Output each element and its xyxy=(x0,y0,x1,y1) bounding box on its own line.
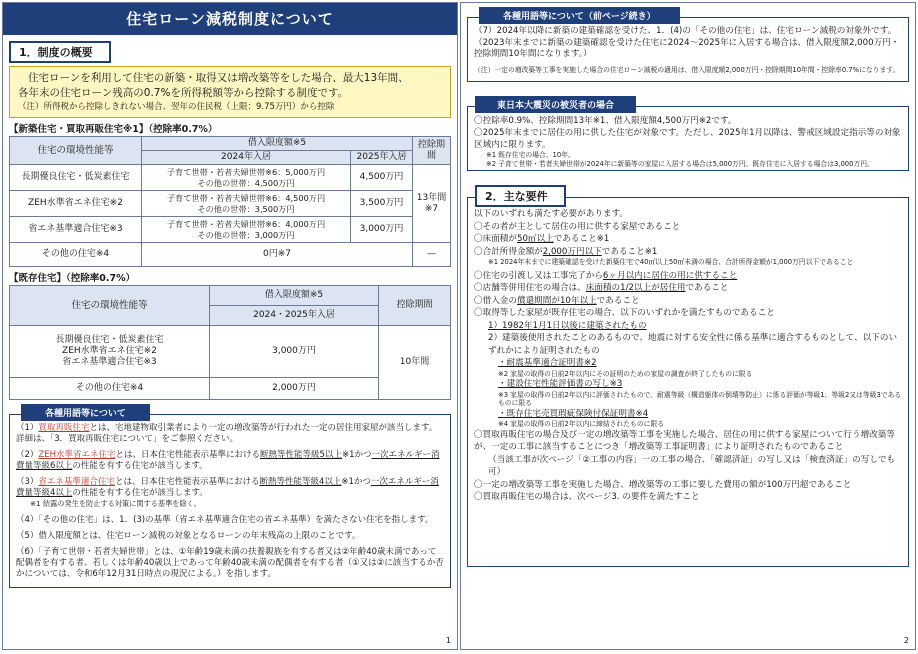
col-limit-header: 借入限度額※5 xyxy=(142,137,413,151)
req-7-2b-note: ※3 家屋の取得の日前2年以内に評価されたもので、耐震等級（構造躯体の倒壊等防止）に係る評価が等級1、等級2又は等級3であるものに限る xyxy=(498,390,902,407)
table-row xyxy=(10,243,451,267)
row-2025: 3,000万円 xyxy=(351,217,413,243)
limit-line: 子育て世帯・若者夫婦世帯※6：4,000万円 xyxy=(166,218,326,229)
row-name-line: 長期優良住宅・低炭素住宅 xyxy=(55,335,164,345)
new-housing-table xyxy=(9,136,451,267)
term-text: とは、宅地建物取引業者により一定の増改築等が行われた一定の居住用家屋が該当します。詳細は、「3．買取再販住宅について」をご参照ください。 xyxy=(16,423,438,444)
summary-line-1: 住宅ローンを利用して住宅の新築・取得又は増改築等をした場合、最大13年間、 xyxy=(28,72,409,84)
col-years-header: 2024・2025年入居 xyxy=(210,306,379,326)
req-2 xyxy=(474,233,902,246)
page-2 xyxy=(460,2,916,650)
req-8: 〇買取再販住宅の場合及び一定の増改築等工事を実施した場合、居住の用に供する家屋について行う増改築等が、一定の工事に該当することにつき「増改築等工事証明書」により証明されたものであること xyxy=(474,429,895,452)
table-row xyxy=(10,191,451,217)
req-emph: 2,000万円以下 xyxy=(542,246,602,257)
disaster-line-1: 〇控除率0.9%、控除期間13年※1、借入限度額4,500万円※2です。 xyxy=(474,116,737,126)
term-key: 省エネ基準適合住宅 xyxy=(38,477,115,487)
req-7-1: 1）1982年1月1日以後に建築されたもの xyxy=(488,320,647,331)
row-name xyxy=(10,326,210,378)
page-title: 住宅ローン減税制度について xyxy=(3,3,457,35)
table-2-caption: 【既存住宅】（控除率0.7%） xyxy=(9,273,136,284)
summary-box xyxy=(9,66,451,118)
req-text: 〇床面積が xyxy=(474,234,517,244)
row-name: 省エネ基準適合住宅※3 xyxy=(10,217,142,243)
req-3 xyxy=(474,246,902,259)
term-footnote: ※1 結露の発生を防止する対策に関する基準を除く。 xyxy=(30,499,201,508)
req-1: 〇その者が主として居住の用に供する家屋であること xyxy=(474,221,681,232)
col-limit-header: 借入限度額※5 xyxy=(210,286,379,306)
page-number: 1 xyxy=(445,636,451,645)
term-emph: 断熱等性能等級4以上 xyxy=(259,477,342,487)
row-period: 13年間※7 xyxy=(413,165,451,243)
existing-housing-table xyxy=(9,285,451,400)
term-text: ※1かつ xyxy=(341,477,371,487)
term-text: ※1かつ xyxy=(341,450,372,460)
req-7-2c-note: ※4 家屋の取得の日前2年以内に締結されたものに限る xyxy=(498,420,665,428)
row-name: 長期優良住宅・低炭素住宅 xyxy=(10,165,142,191)
row-limit xyxy=(142,165,351,191)
limit-line: その他の世帯：4,500万円 xyxy=(197,177,295,188)
req-7-2b: ・建設住宅性能評価書の写し※3 xyxy=(498,379,623,389)
term-num: （3） xyxy=(16,477,39,487)
req-6 xyxy=(474,295,902,308)
col-2024-header: 2024年入居 xyxy=(142,151,351,165)
terms2-box xyxy=(467,17,909,82)
term-text: の性能を有する住宅が該当します。 xyxy=(72,461,208,471)
row-limit xyxy=(142,191,351,217)
row-period: 10年間 xyxy=(379,326,451,400)
terms-heading: 各種用語等について xyxy=(21,404,150,421)
page-number: 2 xyxy=(903,636,909,645)
term-emph: 断熱等性能等級5以上 xyxy=(260,450,342,460)
term-2 xyxy=(16,450,444,472)
table-row xyxy=(10,165,451,191)
col-perf-header: 住宅の環境性能等 xyxy=(10,137,142,165)
limit-line: 子育て世帯・若者夫婦世帯※6：4,500万円 xyxy=(166,192,326,203)
term-text: とは、日本住宅性能表示基準における xyxy=(114,477,260,487)
row-period: — xyxy=(413,243,451,267)
terms2-heading-wrap xyxy=(467,7,909,22)
row-value: 2,000万円 xyxy=(210,378,379,400)
section-2-heading-wrap xyxy=(467,185,909,203)
section-2-heading: 2．主な要件 xyxy=(475,185,566,207)
limit-line: 子育て世帯・若者夫婦世帯※6：5,000万円 xyxy=(166,166,326,177)
req-text: であること xyxy=(685,283,729,293)
term-6: （6）「子育て世帯・若者夫婦世帯」とは、①年齢19歳未満の扶養親族を有する者又は②年齢40歳未満であって配偶者を有する者、若しくは年齢40歳以上であって年齢40歳未満の配偶者を有する者（①又は②に該当するか否かについては、令和6年12月31日時点の現況による。）を指します。 xyxy=(16,547,444,579)
term-emph: 一次エネルギー消費量等級6以上 xyxy=(16,450,440,471)
term-num: （2） xyxy=(16,450,39,460)
col-2025-header: 2025年入居 xyxy=(351,151,413,165)
term-7: （7）2024年以降に新築の建築確認を受けた、1．(4)の「その他の住宅」は、住宅ローン減税の対象外です。（2023年末までに新築の建築確認を受けた住宅に2024～2025年に入居する場合は、借入限度額2,000万円・控除期間10年間になります。） xyxy=(474,26,900,59)
table-row xyxy=(10,326,451,378)
row-value: 0円※7 xyxy=(142,243,413,267)
req-intro: 以下のいずれも満たす必要があります。 xyxy=(474,209,629,219)
term-text: の性能を有する住宅が該当します。 xyxy=(72,488,208,498)
term-emph: 一次エネルギー消費量等級4以上 xyxy=(16,477,439,498)
limit-line: その他の世帯：3,500万円 xyxy=(197,203,295,214)
col-period-header: 控除期間 xyxy=(379,286,451,326)
row-name: その他の住宅※4 xyxy=(10,243,142,267)
term-1 xyxy=(16,423,444,445)
disaster-note-2: ※2 子育て世帯・若者夫婦世帯が2024年に新築等の家屋に入居する場合は5,000万円、既存住宅に入居する場合は3,000万円。 xyxy=(486,159,874,168)
req-text: 〇住宅の引渡し又は工事完了から xyxy=(474,270,603,281)
limit-line: その他の世帯：3,000万円 xyxy=(197,229,295,240)
req-text: 〇店舗等併用住宅の場合は、 xyxy=(474,283,586,293)
req-text: であること xyxy=(596,295,640,306)
disaster-box xyxy=(467,106,909,171)
requirements-box xyxy=(467,197,909,567)
terms-heading-wrap xyxy=(9,404,451,419)
term-key: ZEH水準省エネ住宅 xyxy=(38,450,116,460)
req-9: 〇一定の増改築等工事を実施した場合、増改築等の工事に要した費用の額が100万円超であること xyxy=(474,479,852,490)
col-period-header: 控除期間 xyxy=(413,137,451,165)
req-text: 〇合計所得金額が xyxy=(474,246,543,257)
term-key: 買取再販住宅 xyxy=(38,423,90,433)
table-1-caption: 【新築住宅・買取再販住宅※1】（控除率0.7%） xyxy=(9,124,218,135)
disaster-line-2: 〇2025年末までに居住の用に供した住宅が対象です。ただし、2025年1月以降は、警戒区域設定指示等の対象区域内に限ります。 xyxy=(474,128,901,150)
term-5: （5）借入限度額とは、住宅ローン減税の対象となるローンの年末残高の上限のことです。 xyxy=(16,531,361,541)
req-8-note: （当該工事が次ページ「②工事の内容」一の工事の場合、「確認済証」の写し又は「検査済証」の写しでも可） xyxy=(488,454,896,477)
terms2-heading: 各種用語等について（前ページ続き） xyxy=(479,7,680,24)
section-1 xyxy=(9,41,451,63)
page-1 xyxy=(2,2,458,650)
term-4: （4）「その他の住宅」は、1．(3)の基準（省エネ基準適合住宅の省エネ基準）を満たさない住宅を指します。 xyxy=(16,515,434,525)
disaster-heading: 東日本大震災の被災者の場合 xyxy=(475,96,636,113)
row-name: ZEH水準省エネ住宅※2 xyxy=(10,191,142,217)
section-1-heading: 1．制度の概要 xyxy=(9,41,111,63)
req-7: 〇取得等した家屋が既存住宅の場合、以下のいずれかを満たすものであること xyxy=(474,308,775,318)
col-perf-header: 住宅の環境性能等 xyxy=(10,286,210,326)
row-value: 3,000万円 xyxy=(210,326,379,378)
row-name: その他の住宅※4 xyxy=(10,378,210,400)
req-emph: 床面積の1/2以上が居住用 xyxy=(585,283,686,293)
row-2025: 3,500万円 xyxy=(351,191,413,217)
req-4 xyxy=(474,270,902,283)
req-text: 〇借入金の xyxy=(474,295,517,306)
disaster-note-1: ※1 既存住宅の場合、10年。 xyxy=(486,151,575,159)
req-emph: 50㎡以上 xyxy=(516,234,554,244)
req-10: 〇買取再販住宅の場合は、次ページ3. の要件を満たすこと xyxy=(474,492,700,502)
req-emph: 償還期間が10年以上 xyxy=(516,295,597,306)
req-7-2c: ・既存住宅売買瑕疵保険付保証明書※4 xyxy=(498,408,649,419)
req-text: であること※1 xyxy=(601,246,658,257)
term-note: （注）一定の増改築等工事を実施した場合の住宅ローン減税の適用は、借入限度額2,000万円・控除期間10年間・控除率0.7%になります。 xyxy=(474,65,900,74)
req-7-2a-note: ※2 家屋の取得の日前2年以内にその証明のための家屋の調査が終了したものに限る xyxy=(498,369,753,378)
row-2025: 4,500万円 xyxy=(351,165,413,191)
row-limit xyxy=(142,217,351,243)
row-name-line: 省エネ基準適合住宅※3 xyxy=(62,357,157,367)
term-3 xyxy=(16,477,444,510)
table-row xyxy=(10,217,451,243)
disaster-heading-wrap xyxy=(467,96,909,111)
req-7-2: 2）建築後使用されたことのあるもので、地震に対する安全性に係る基準に適合するものとして、以下のいずれかにより証明されたもの xyxy=(488,333,898,356)
req-text: であること※1 xyxy=(553,234,610,244)
row-name-line: ZEH水準省エネ住宅※2 xyxy=(62,346,157,356)
summary-line-2: 各年末の住宅ローン残高の0.7%を所得税額等から控除する制度です。 xyxy=(18,87,349,99)
req-3-note: ※1 2024年末までに建築確認を受けた新築住宅で40㎡以上50㎡未満の場合、合計所得金額が1,000万円以下であること xyxy=(488,258,854,266)
req-7-2a: ・耐震基準適合証明書※2 xyxy=(498,358,597,368)
req-5 xyxy=(474,282,902,295)
req-emph: 6ヶ月以内に居住の用に供すること xyxy=(602,270,738,281)
term-num: （1） xyxy=(16,423,39,433)
terms-box xyxy=(9,414,451,588)
summary-note: （注）所得税から控除しきれない場合、翌年の住民税（上限：9.75万円）から控除 xyxy=(18,102,335,112)
term-text: とは、日本住宅性能表示基準における xyxy=(115,450,261,460)
